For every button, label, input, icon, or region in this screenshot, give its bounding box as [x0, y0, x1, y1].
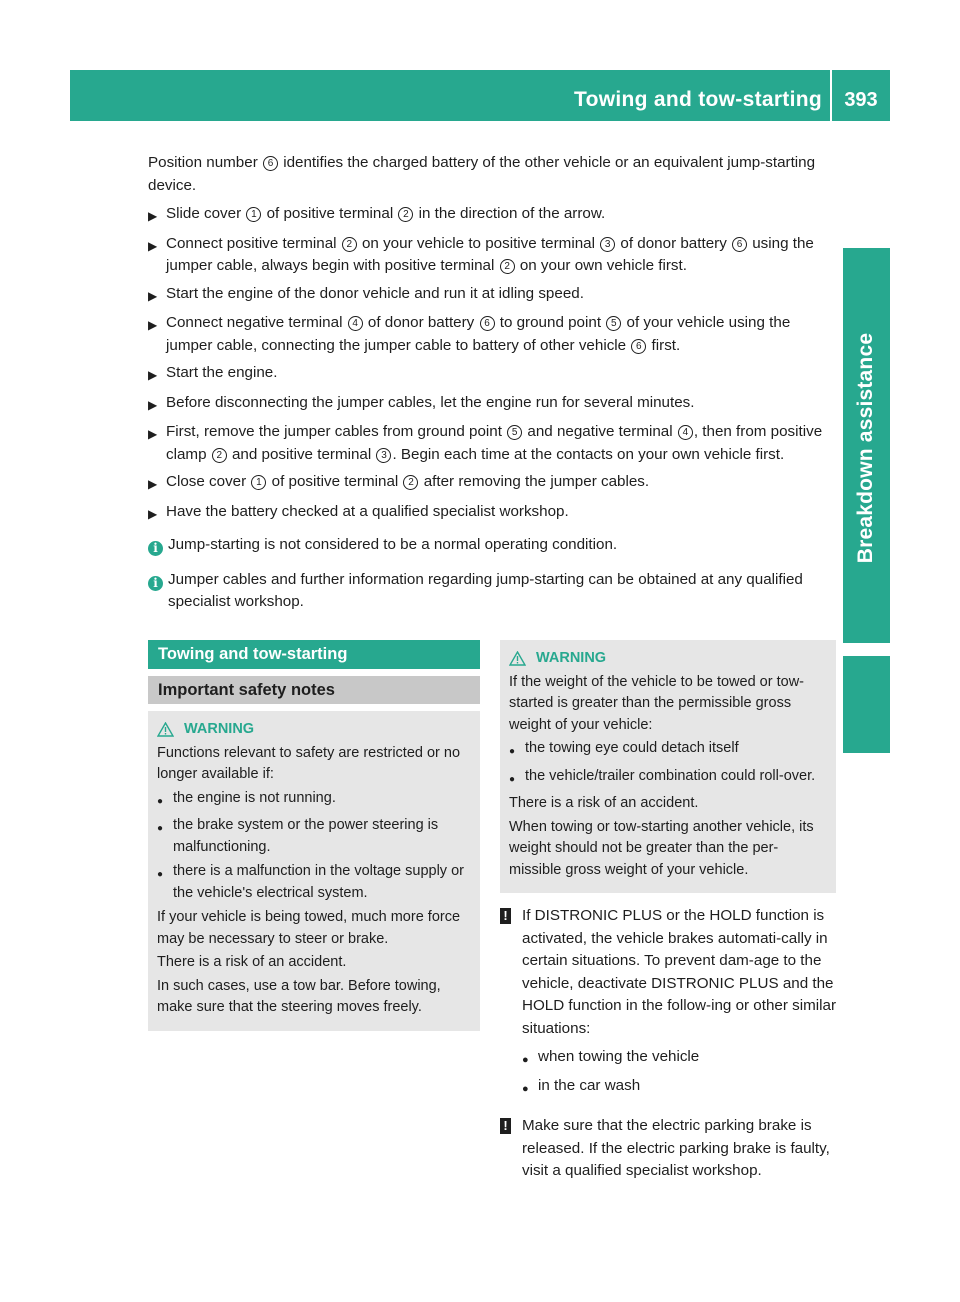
bullet-icon: ●: [157, 869, 164, 880]
step-text: [166, 312, 836, 357]
text-segment: Start the engine of the donor vehicle and run it at idling speed.: [166, 284, 584, 302]
step-item: [148, 392, 836, 417]
callout-number: 6: [732, 237, 747, 252]
text-segment: Connect negative terminal: [166, 314, 347, 331]
text-segment: and positive terminal: [227, 445, 376, 463]
step-item: [148, 421, 836, 466]
arrow-right-icon: ▶: [148, 477, 158, 491]
text-segment: and negative terminal: [523, 423, 677, 440]
info-note-text: Jump-starting is not considered to be a normal operating condition.: [168, 536, 618, 553]
callout-number: 6: [263, 156, 278, 171]
text-segment: on your vehicle to positive terminal: [357, 234, 600, 252]
text-segment: of donor battery: [363, 314, 479, 331]
callout-number: 4: [348, 316, 363, 331]
notice: [500, 905, 836, 1103]
warning-box-right: [500, 640, 836, 893]
right-column: [500, 640, 836, 1189]
left-column: [148, 640, 480, 1031]
step-text: [166, 362, 836, 387]
warning-heading: [157, 719, 472, 741]
header-title: Towing and tow-starting: [574, 88, 822, 111]
warning-intro: If the weight of the vehicle to be towed or tow-started is greater than the permissible gross weight of your vehicle:: [509, 673, 804, 733]
bullet-text: there is a malfunction in the voltage supply or the vehicle's electrical system.: [173, 863, 464, 901]
steps-list: [148, 203, 836, 525]
bullet-item: [509, 738, 828, 763]
warning-paragraphs: [157, 907, 472, 1019]
intro-section: [148, 152, 836, 619]
arrow-right-icon: ▶: [148, 506, 158, 521]
callout-number: 1: [246, 207, 261, 222]
notices-list: [500, 905, 836, 1189]
callout-number: 5: [606, 316, 621, 331]
bullet-item: [509, 766, 828, 791]
text-segment: using the jumper cable, always begin with positive terminal: [166, 234, 814, 274]
info-note-text: Jumper cables and further information regarding jump-starting can be obtained at any qualified specialist workshop.: [168, 570, 803, 610]
text-segment: First, remove the jumper cables from ground point: [166, 423, 507, 440]
header-divider: [830, 70, 832, 121]
step-text: [166, 233, 836, 278]
bullet-icon: ●: [157, 823, 164, 834]
bullet-text: in the car wash: [538, 1076, 641, 1094]
warning-intro: Functions relevant to safety are restricted or no longer available if:: [157, 744, 461, 782]
step-item: [148, 283, 836, 308]
chapter-tab-label: Breakdown assistance: [854, 332, 877, 564]
step-text: [166, 392, 836, 417]
step-text: [166, 501, 836, 526]
step-text: [166, 283, 836, 308]
text-segment: of positive terminal: [262, 205, 398, 222]
exclamation-icon-wrap: [500, 905, 522, 1103]
page-header: [70, 70, 890, 121]
text-segment: first.: [647, 336, 681, 354]
chapter-marker: [843, 656, 890, 753]
bullet-icon: ●: [522, 1054, 529, 1066]
arrow-right-icon: ▶: [148, 427, 158, 441]
text-segment: Position number: [148, 154, 262, 171]
arrow-right-icon: ▶: [148, 397, 158, 412]
callout-number: 2: [403, 475, 418, 490]
step-item: [148, 471, 836, 496]
subsection-title: Important safety notes: [148, 676, 480, 704]
bullet-text: the engine is not running.: [173, 789, 336, 806]
warning-heading-label: WARNING: [184, 721, 255, 737]
text-segment: in the direction of the arrow.: [414, 205, 606, 222]
step-item: [148, 362, 836, 387]
warning-paragraph: In such cases, use a tow bar. Before towing, make sure that the steering moves freely.: [157, 977, 441, 1015]
callout-number: 6: [480, 316, 495, 331]
callout-number: 2: [398, 207, 413, 222]
info-note: [148, 534, 836, 560]
callout-number: 3: [600, 237, 615, 252]
callout-number: 1: [251, 475, 266, 490]
text-segment: of donor battery: [616, 234, 732, 252]
callout-number: 2: [500, 259, 515, 274]
text-segment: , then from positive clamp: [166, 423, 823, 463]
info-icon: i: [148, 576, 163, 591]
info-icon: i: [148, 541, 163, 556]
text-segment: Have the battery checked at a qualified specialist workshop.: [166, 502, 569, 520]
step-item: [148, 233, 836, 278]
bullet-icon: ●: [157, 795, 164, 807]
notes-list: [148, 534, 836, 614]
bullet-text: the towing eye could detach itself: [525, 740, 739, 756]
warning-bullets: [157, 788, 472, 905]
warning-heading-label: WARNING: [536, 650, 607, 666]
bullet-item: [522, 1046, 836, 1072]
arrow-right-icon: ▶: [148, 318, 158, 332]
warning-triangle-icon: [509, 651, 526, 666]
step-text: [166, 471, 836, 496]
bullet-item: [157, 815, 472, 858]
step-text: [166, 421, 836, 466]
section-title: Towing and tow-starting: [148, 640, 480, 669]
bullet-text: the vehicle/trailer combination could roll-over.: [525, 767, 816, 784]
text-segment: Slide cover: [166, 205, 246, 222]
text-segment: Start the engine.: [166, 364, 278, 381]
callout-number: 2: [212, 448, 227, 463]
arrow-right-icon: ▶: [148, 368, 158, 382]
step-item: [148, 312, 836, 357]
callout-number: 4: [678, 425, 693, 440]
step-item: [148, 203, 836, 228]
bullet-icon: ●: [522, 1082, 529, 1095]
notice-body: [522, 1115, 836, 1189]
callout-number: 3: [376, 448, 391, 463]
text-segment: Before disconnecting the jumper cables, let the engine run for several minutes.: [166, 393, 695, 411]
notice-body: [522, 905, 836, 1103]
bullet-text: the brake system or the power steering is malfunctioning.: [173, 817, 439, 855]
arrow-right-icon: ▶: [148, 209, 158, 223]
text-segment: after removing the jumper cables.: [419, 473, 650, 490]
exclamation-icon: !: [500, 908, 511, 924]
warning-paragraph: There is a risk of an accident.: [157, 954, 347, 970]
callout-number: 2: [342, 237, 357, 252]
info-note: [148, 569, 836, 614]
bullet-item: [522, 1075, 836, 1101]
text-segment: Close cover: [166, 473, 251, 490]
notice: [500, 1115, 836, 1189]
text-segment: of your vehicle using the jumper cable, connecting the jumper cable to battery of other vehicle: [166, 314, 791, 354]
arrow-right-icon: ▶: [148, 288, 158, 303]
notice-text: Make sure that the electric parking brake is released. If the electric parking brake is faulty, visit a qualified specialist workshop.: [522, 1117, 830, 1179]
warning-paragraph: When towing or tow-starting another vehicle, its weight should not be greater than the per-missible gross weight of your vehicle.: [509, 818, 814, 878]
page-number: 393: [844, 89, 878, 111]
callout-number: 6: [631, 339, 646, 354]
text-segment: Connect positive terminal: [166, 234, 341, 252]
info-icon-wrap: [148, 534, 168, 560]
callout-number: 5: [507, 425, 522, 440]
text-segment: on your own vehicle first.: [515, 257, 687, 274]
bullet-icon: ●: [509, 746, 516, 757]
text-segment: to ground point: [495, 314, 606, 331]
bullet-text: when towing the vehicle: [538, 1048, 700, 1065]
bullet-item: [157, 788, 472, 813]
text-segment: of positive terminal: [267, 473, 403, 490]
warning-heading-right: [509, 648, 828, 670]
position-note: [148, 152, 836, 197]
text-segment: identifies the charged battery of the other vehicle or an equivalent jump-starting device.: [148, 154, 816, 194]
exclamation-icon-wrap: [500, 1115, 522, 1189]
notice-text: If DISTRONIC PLUS or the HOLD function is activated, the vehicle brakes automati-cally in certain situations. To prevent dam-age to the vehicle, deactivate DISTRONIC PLUS and the HOLD function in the follow-ing or other similar situations:: [522, 907, 837, 1037]
bullet-item: [157, 861, 472, 904]
warning-box: [148, 711, 480, 1031]
warning-bullets: [509, 738, 828, 790]
warning-paragraphs: [509, 793, 828, 881]
arrow-right-icon: ▶: [148, 238, 158, 253]
bullet-icon: ●: [509, 773, 516, 785]
warning-paragraph: If your vehicle is being towed, much more force may be necessary to steer or brake.: [157, 909, 461, 947]
exclamation-icon: !: [500, 1118, 511, 1134]
chapter-tab: [843, 248, 890, 643]
warning-triangle-icon: [157, 722, 174, 737]
step-item: [148, 501, 836, 526]
step-text: [166, 203, 836, 228]
text-segment: . Begin each time at the contacts on your own vehicle first.: [392, 445, 785, 463]
info-icon-wrap: [148, 569, 168, 614]
warning-paragraph: There is a risk of an accident.: [509, 795, 699, 811]
